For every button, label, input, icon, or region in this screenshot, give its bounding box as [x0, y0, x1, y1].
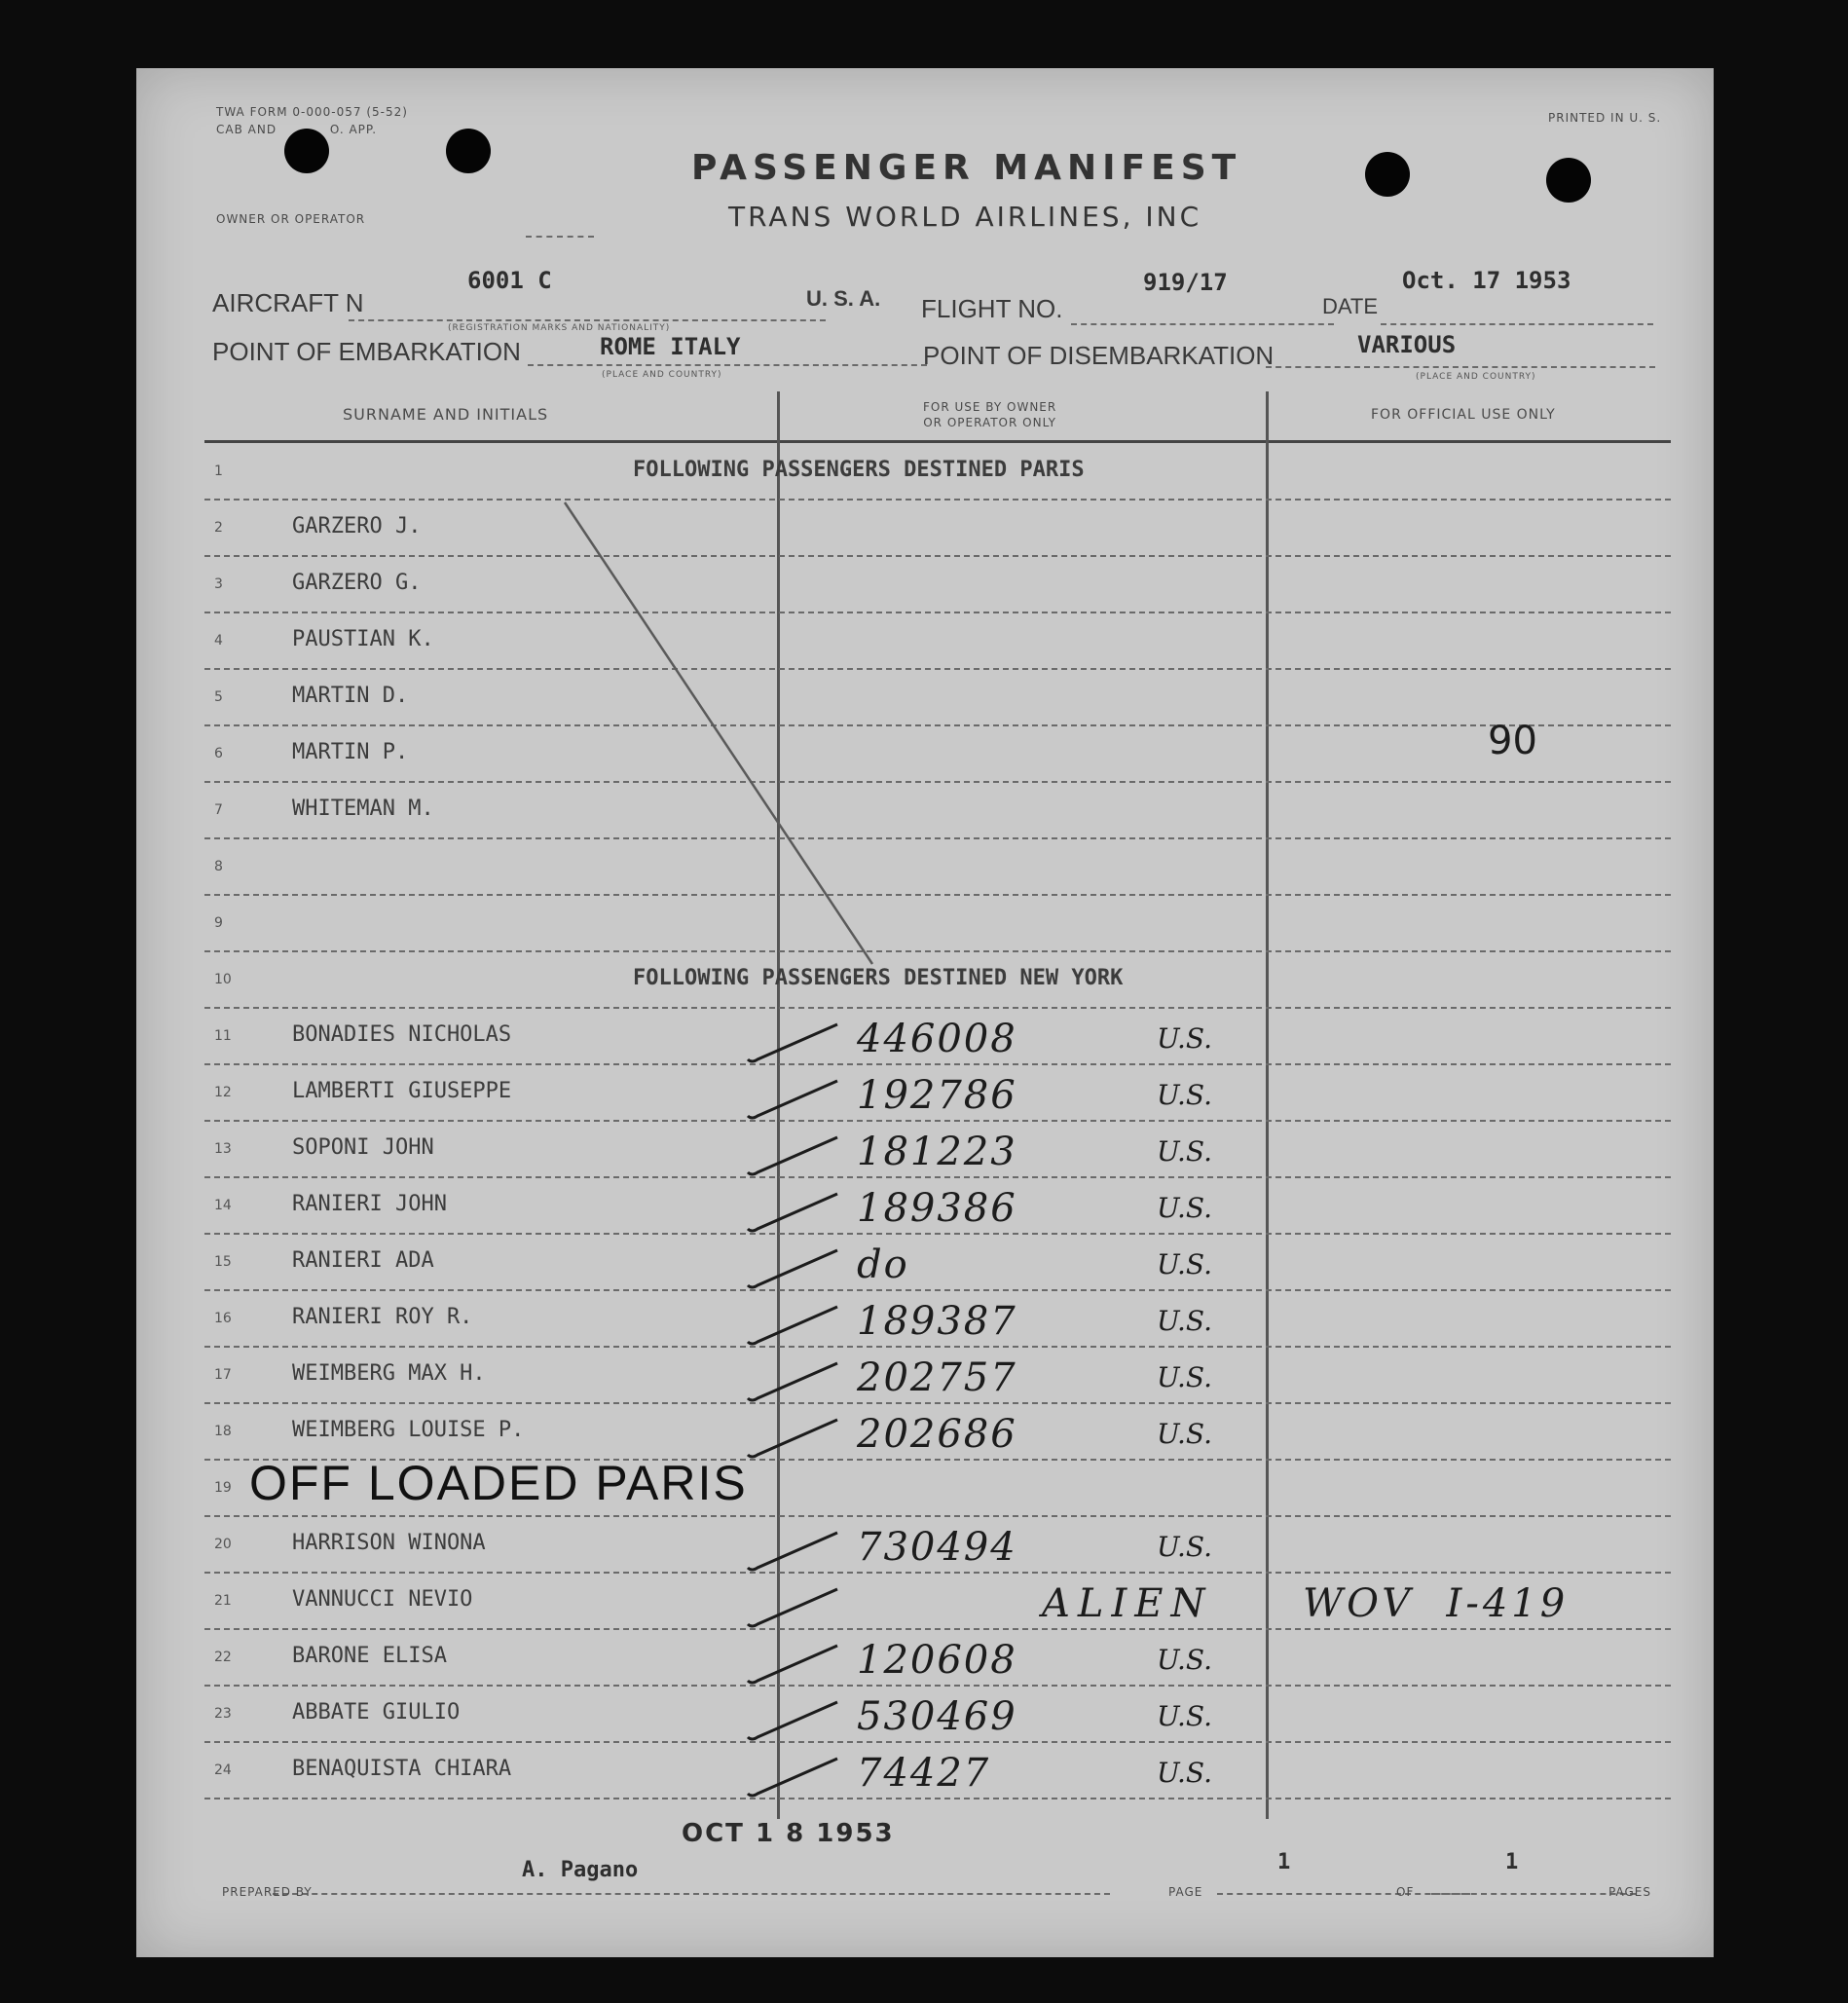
col-surname: SURNAME AND INITIALS: [343, 405, 549, 424]
nationality-mark: U.S.: [1157, 1361, 1213, 1393]
passenger-name: GARZERO J.: [292, 514, 422, 538]
disembarkation-value: VARIOUS: [1357, 331, 1457, 358]
passport-number: 74427: [857, 1751, 991, 1796]
disembarkation-label: POINT OF DISEMBARKATION: [923, 341, 1275, 370]
passenger-name: BONADIES NICHOLAS: [292, 1022, 512, 1047]
row-number: 14: [214, 1198, 232, 1213]
row-number: 5: [214, 689, 223, 705]
nationality-mark: U.S.: [1157, 1192, 1213, 1224]
row-number: 15: [214, 1254, 232, 1270]
embarkation-value: ROME ITALY: [600, 333, 741, 360]
nationality-mark: U.S.: [1157, 1757, 1213, 1789]
nationality-mark: U.S.: [1157, 1248, 1213, 1280]
airline-name: TRANS WORLD AIRLINES, INC: [728, 201, 1202, 233]
aircraft-label: AIRCRAFT N: [212, 288, 364, 317]
destination-note: FOLLOWING PASSENGERS DESTINED NEW YORK: [633, 966, 1124, 990]
passenger-name: VANNUCCI NEVIO: [292, 1587, 473, 1612]
passport-number: 192786: [857, 1073, 1017, 1118]
row-number: 9: [214, 915, 223, 931]
row-number: 6: [214, 746, 223, 761]
of-label: OF: [1396, 1885, 1415, 1899]
passenger-name: RANIERI ROY R.: [292, 1305, 473, 1329]
form-number: TWA FORM 0-000-057 (5-52): [216, 105, 408, 119]
passenger-name: WEIMBERG LOUISE P.: [292, 1418, 525, 1442]
official-note: 90: [1488, 719, 1537, 763]
passenger-name: SOPONI JOHN: [292, 1135, 434, 1160]
passenger-name: MARTIN P.: [292, 740, 409, 764]
row-number: 13: [214, 1141, 232, 1157]
row-number: 17: [214, 1367, 232, 1383]
row-number: 20: [214, 1537, 232, 1552]
passenger-name: RANIERI JOHN: [292, 1192, 447, 1216]
nationality-mark: U.S.: [1157, 1700, 1213, 1732]
page-label: PAGE: [1168, 1885, 1203, 1899]
passport-number: 181223: [857, 1130, 1017, 1174]
manifest-sheet: [136, 68, 1714, 1957]
owner-label: OWNER OR OPERATOR: [216, 212, 366, 226]
row-number: 24: [214, 1762, 232, 1778]
passenger-name: BARONE ELISA: [292, 1644, 447, 1668]
passenger-name: PAUSTIAN K.: [292, 627, 434, 651]
pencil-strike-line: [136, 68, 1714, 1957]
page-title: PASSENGER MANIFEST: [691, 148, 1242, 188]
printed-in: PRINTED IN U. S.: [1548, 111, 1662, 125]
row-number: 18: [214, 1424, 232, 1439]
row-number: 8: [214, 859, 223, 874]
col-official: FOR OFFICIAL USE ONLY: [1371, 407, 1556, 423]
nationality-mark: U.S.: [1157, 1135, 1213, 1168]
row-number: 19: [214, 1480, 232, 1496]
row-number: 3: [214, 576, 223, 592]
nationality-mark: U.S.: [1157, 1305, 1213, 1337]
nationality-mark: U.S.: [1157, 1531, 1213, 1563]
row-number: 11: [214, 1028, 232, 1044]
form-approval: CAB AND O. APP.: [216, 123, 378, 136]
passport-number: 202757: [857, 1355, 1017, 1400]
passport-number: 189387: [857, 1299, 1017, 1344]
destination-note: FOLLOWING PASSENGERS DESTINED PARIS: [633, 458, 1085, 482]
passenger-name: WHITEMAN M.: [292, 797, 434, 821]
flight-label: FLIGHT NO.: [921, 294, 1063, 323]
row-number: 7: [214, 802, 223, 818]
passport-number: 120608: [857, 1638, 1017, 1683]
prepared-by-value: A. Pagano: [522, 1858, 639, 1882]
flight-value: 919/17: [1143, 269, 1228, 296]
passenger-name: BENAQUISTA CHIARA: [292, 1757, 512, 1781]
disembarkation-caption: (PLACE AND COUNTRY): [1416, 372, 1536, 382]
row-number: 23: [214, 1706, 232, 1722]
of-value: 1: [1505, 1850, 1519, 1874]
passport-number: 202686: [857, 1412, 1017, 1457]
row-number: 10: [214, 972, 232, 987]
nationality: U. S. A.: [806, 286, 881, 311]
date-stamp: OCT 1 8 1953: [682, 1819, 895, 1848]
official-note: WOV I-419: [1303, 1581, 1570, 1626]
passenger-name: RANIERI ADA: [292, 1248, 434, 1273]
pages-label: PAGES: [1608, 1885, 1651, 1899]
nationality-mark: U.S.: [1157, 1079, 1213, 1111]
row-number: 1: [214, 464, 223, 479]
passenger-name: LAMBERTI GIUSEPPE: [292, 1079, 512, 1103]
date-label: DATE: [1322, 294, 1379, 318]
nationality-mark: U.S.: [1157, 1418, 1213, 1450]
page-value: 1: [1277, 1850, 1291, 1874]
passport-number: 446008: [857, 1017, 1017, 1061]
registration-caption: (REGISTRATION MARKS AND NATIONALITY): [448, 323, 671, 333]
nationality-mark: U.S.: [1157, 1644, 1213, 1676]
row-number: 16: [214, 1311, 232, 1326]
embarkation-label: POINT OF EMBARKATION: [212, 337, 521, 366]
passenger-name: GARZERO G.: [292, 571, 422, 595]
passenger-name: HARRISON WINONA: [292, 1531, 486, 1555]
prepared-by-label: PREPARED BY: [222, 1885, 313, 1899]
date-value: Oct. 17 1953: [1402, 267, 1571, 294]
passport-number: 530469: [857, 1694, 1017, 1739]
aircraft-value: 6001 C: [467, 267, 552, 294]
passport-number: ALIEN: [1042, 1581, 1213, 1626]
nationality-mark: U.S.: [1157, 1022, 1213, 1055]
row-number: 4: [214, 633, 223, 649]
row-number: 21: [214, 1593, 232, 1609]
offloaded-stamp: OFF LOADED PARIS: [249, 1456, 748, 1510]
passport-number: 730494: [857, 1525, 1017, 1570]
passenger-name: WEIMBERG MAX H.: [292, 1361, 486, 1386]
passport-number: do: [857, 1243, 909, 1287]
passenger-name: ABBATE GIULIO: [292, 1700, 461, 1725]
row-number: 12: [214, 1085, 232, 1100]
passport-number: 189386: [857, 1186, 1017, 1231]
row-number: 2: [214, 520, 223, 536]
row-number: 22: [214, 1650, 232, 1665]
passenger-name: MARTIN D.: [292, 684, 409, 708]
embarkation-caption: (PLACE AND COUNTRY): [602, 370, 722, 380]
col-owner-use: FOR USE BY OWNER OR OPERATOR ONLY: [923, 400, 1057, 429]
